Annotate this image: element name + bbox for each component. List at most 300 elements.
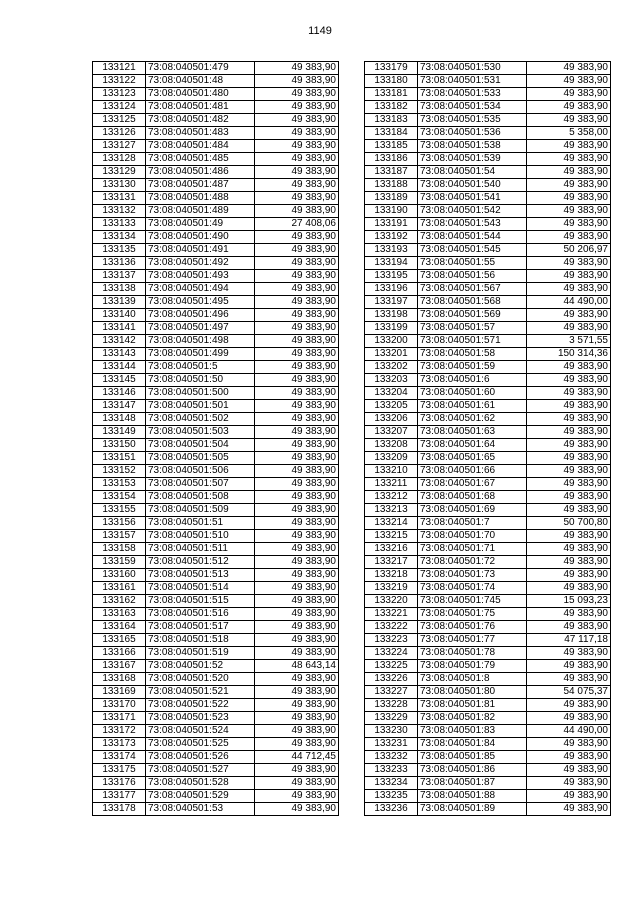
table-row <box>93 166 339 179</box>
cadastral-number: 73:08:040501:484 <box>146 140 255 153</box>
cadastral-number: 73:08:040501:515 <box>146 595 255 608</box>
row-number: 133140 <box>93 309 146 322</box>
cadastral-value: 49 383,90 <box>527 647 611 660</box>
cadastral-value: 47 117,18 <box>527 634 611 647</box>
cadastral-value: 49 383,90 <box>527 530 611 543</box>
cadastral-number: 73:08:040501:507 <box>146 478 255 491</box>
table-row <box>365 725 611 738</box>
table-row <box>93 374 339 387</box>
row-number: 133236 <box>365 803 418 816</box>
row-number: 133123 <box>93 88 146 101</box>
cadastral-value: 49 383,90 <box>255 205 339 218</box>
cadastral-number: 73:08:040501:8 <box>418 673 527 686</box>
table-row <box>93 699 339 712</box>
cadastral-value: 49 383,90 <box>527 270 611 283</box>
cadastral-number: 73:08:040501:503 <box>146 426 255 439</box>
table-row <box>93 153 339 166</box>
cadastral-number: 73:08:040501:544 <box>418 231 527 244</box>
cadastral-value: 49 383,90 <box>255 140 339 153</box>
table-row <box>365 439 611 452</box>
row-number: 133121 <box>93 62 146 75</box>
cadastral-value: 49 383,90 <box>527 582 611 595</box>
cadastral-number: 73:08:040501:76 <box>418 621 527 634</box>
table-row <box>365 803 611 816</box>
table-row <box>365 88 611 101</box>
table-row <box>365 101 611 114</box>
cadastral-value: 49 383,90 <box>527 738 611 751</box>
cadastral-value: 49 383,90 <box>255 127 339 140</box>
cadastral-value: 49 383,90 <box>255 478 339 491</box>
cadastral-value: 49 383,90 <box>255 296 339 309</box>
cadastral-number: 73:08:040501:483 <box>146 127 255 140</box>
cadastral-value: 49 383,90 <box>255 647 339 660</box>
cadastral-value: 49 383,90 <box>255 101 339 114</box>
table-row <box>365 660 611 673</box>
table-row <box>365 543 611 556</box>
cadastral-value: 49 383,90 <box>255 634 339 647</box>
cadastral-number: 73:08:040501:528 <box>146 777 255 790</box>
cadastral-value: 49 383,90 <box>255 257 339 270</box>
row-number: 133125 <box>93 114 146 127</box>
row-number: 133207 <box>365 426 418 439</box>
table-row <box>93 712 339 725</box>
cadastral-number: 73:08:040501:518 <box>146 634 255 647</box>
table-row <box>93 218 339 231</box>
table-row <box>365 790 611 803</box>
cadastral-value: 5 358,00 <box>527 127 611 140</box>
cadastral-number: 73:08:040501:6 <box>418 374 527 387</box>
row-number: 133173 <box>93 738 146 751</box>
table-row <box>93 647 339 660</box>
cadastral-number: 73:08:040501:72 <box>418 556 527 569</box>
row-number: 133128 <box>93 153 146 166</box>
cadastral-number: 73:08:040501:496 <box>146 309 255 322</box>
cadastral-value: 49 383,90 <box>255 114 339 127</box>
cadastral-number: 73:08:040501:61 <box>418 400 527 413</box>
cadastral-number: 73:08:040501:523 <box>146 712 255 725</box>
cadastral-number: 73:08:040501:481 <box>146 101 255 114</box>
table-row <box>365 153 611 166</box>
table-row <box>365 764 611 777</box>
cadastral-number: 73:08:040501:510 <box>146 530 255 543</box>
cadastral-value: 49 383,90 <box>527 803 611 816</box>
cadastral-number: 73:08:040501:501 <box>146 400 255 413</box>
cadastral-value: 49 383,90 <box>527 400 611 413</box>
cadastral-number: 73:08:040501:77 <box>418 634 527 647</box>
row-number: 133204 <box>365 387 418 400</box>
row-number: 133233 <box>365 764 418 777</box>
cadastral-value: 49 383,90 <box>527 88 611 101</box>
table-row <box>93 257 339 270</box>
cadastral-number: 73:08:040501:74 <box>418 582 527 595</box>
table-row <box>365 244 611 257</box>
cadastral-number: 73:08:040501:69 <box>418 504 527 517</box>
cadastral-number: 73:08:040501:571 <box>418 335 527 348</box>
table-row <box>365 75 611 88</box>
cadastral-number: 73:08:040501:498 <box>146 335 255 348</box>
cadastral-value: 49 383,90 <box>255 712 339 725</box>
cadastral-value: 49 383,90 <box>527 439 611 452</box>
table-row <box>365 504 611 517</box>
table-row <box>365 634 611 647</box>
table-row <box>93 101 339 114</box>
cadastral-value: 50 206,97 <box>527 244 611 257</box>
row-number: 133138 <box>93 283 146 296</box>
cadastral-number: 73:08:040501:520 <box>146 673 255 686</box>
table-row <box>93 387 339 400</box>
cadastral-value: 49 383,90 <box>255 309 339 322</box>
cadastral-value: 49 383,90 <box>527 309 611 322</box>
cadastral-number: 73:08:040501:499 <box>146 348 255 361</box>
row-number: 133124 <box>93 101 146 114</box>
cadastral-value: 49 383,90 <box>527 764 611 777</box>
table-row <box>365 517 611 530</box>
cadastral-value: 49 383,90 <box>255 504 339 517</box>
table-row <box>93 621 339 634</box>
row-number: 133129 <box>93 166 146 179</box>
row-number: 133150 <box>93 439 146 452</box>
row-number: 133208 <box>365 439 418 452</box>
row-number: 133155 <box>93 504 146 517</box>
row-number: 133191 <box>365 218 418 231</box>
row-number: 133172 <box>93 725 146 738</box>
cadastral-number: 73:08:040501:79 <box>418 660 527 673</box>
row-number: 133183 <box>365 114 418 127</box>
cadastral-value: 49 383,90 <box>255 192 339 205</box>
table-row <box>93 634 339 647</box>
row-number: 133144 <box>93 361 146 374</box>
cadastral-value: 49 383,90 <box>527 62 611 75</box>
cadastral-number: 73:08:040501:508 <box>146 491 255 504</box>
table-row <box>93 452 339 465</box>
cadastral-number: 73:08:040501:487 <box>146 179 255 192</box>
row-number: 133146 <box>93 387 146 400</box>
cadastral-value: 49 383,90 <box>527 205 611 218</box>
cadastral-number: 73:08:040501:494 <box>146 283 255 296</box>
row-number: 133235 <box>365 790 418 803</box>
cadastral-value: 49 383,90 <box>527 504 611 517</box>
table-row <box>365 335 611 348</box>
table-row <box>93 582 339 595</box>
row-number: 133163 <box>93 608 146 621</box>
row-number: 133216 <box>365 543 418 556</box>
table-row <box>93 270 339 283</box>
cadastral-value: 49 383,90 <box>527 426 611 439</box>
cadastral-number: 73:08:040501:48 <box>146 75 255 88</box>
table-row <box>93 595 339 608</box>
row-number: 133147 <box>93 400 146 413</box>
table-row <box>93 556 339 569</box>
cadastral-value: 49 383,90 <box>255 530 339 543</box>
table-row <box>365 452 611 465</box>
table-row <box>93 335 339 348</box>
cadastral-value: 49 383,90 <box>527 491 611 504</box>
table-row <box>93 491 339 504</box>
table-row <box>365 114 611 127</box>
row-number: 133137 <box>93 270 146 283</box>
cadastral-number: 73:08:040501:567 <box>418 283 527 296</box>
cadastral-number: 73:08:040501:543 <box>418 218 527 231</box>
row-number: 133232 <box>365 751 418 764</box>
cadastral-number: 73:08:040501:495 <box>146 296 255 309</box>
table-row <box>93 296 339 309</box>
cadastral-number: 73:08:040501:500 <box>146 387 255 400</box>
table-row <box>365 595 611 608</box>
table-row <box>365 491 611 504</box>
table-row <box>93 569 339 582</box>
cadastral-value: 49 383,90 <box>255 777 339 790</box>
table-row <box>93 738 339 751</box>
cadastral-value: 49 383,90 <box>255 738 339 751</box>
table-row <box>93 114 339 127</box>
row-number: 133223 <box>365 634 418 647</box>
cadastral-number: 73:08:040501:80 <box>418 686 527 699</box>
cadastral-value: 49 383,90 <box>527 543 611 556</box>
table-row <box>365 374 611 387</box>
cadastral-value: 49 383,90 <box>527 712 611 725</box>
table-row <box>365 582 611 595</box>
cadastral-value: 49 383,90 <box>255 621 339 634</box>
table-row <box>93 231 339 244</box>
cadastral-number: 73:08:040501:57 <box>418 322 527 335</box>
row-number: 133135 <box>93 244 146 257</box>
table-row <box>93 803 339 816</box>
cadastral-value: 49 383,90 <box>527 361 611 374</box>
row-number: 133162 <box>93 595 146 608</box>
cadastral-number: 73:08:040501:54 <box>418 166 527 179</box>
row-number: 133158 <box>93 543 146 556</box>
row-number: 133203 <box>365 374 418 387</box>
table-row <box>365 179 611 192</box>
row-number: 133159 <box>93 556 146 569</box>
row-number: 133219 <box>365 582 418 595</box>
cadastral-table-left <box>92 61 339 816</box>
cadastral-number: 73:08:040501:539 <box>418 153 527 166</box>
row-number: 133174 <box>93 751 146 764</box>
cadastral-value: 49 383,90 <box>527 790 611 803</box>
cadastral-number: 73:08:040501:542 <box>418 205 527 218</box>
row-number: 133122 <box>93 75 146 88</box>
cadastral-number: 73:08:040501:488 <box>146 192 255 205</box>
row-number: 133196 <box>365 283 418 296</box>
row-number: 133179 <box>365 62 418 75</box>
table-row <box>365 621 611 634</box>
cadastral-number: 73:08:040501:519 <box>146 647 255 660</box>
row-number: 133186 <box>365 153 418 166</box>
cadastral-value: 49 383,90 <box>527 478 611 491</box>
row-number: 133195 <box>365 270 418 283</box>
row-number: 133229 <box>365 712 418 725</box>
row-number: 133166 <box>93 647 146 660</box>
table-row <box>365 699 611 712</box>
table-row <box>365 270 611 283</box>
cadastral-value: 49 383,90 <box>527 166 611 179</box>
table-row <box>365 127 611 140</box>
cadastral-value: 49 383,90 <box>527 413 611 426</box>
cadastral-number: 73:08:040501:486 <box>146 166 255 179</box>
table-row <box>365 608 611 621</box>
cadastral-number: 73:08:040501:85 <box>418 751 527 764</box>
cadastral-value: 49 383,90 <box>527 751 611 764</box>
cadastral-value: 49 383,90 <box>527 621 611 634</box>
cadastral-value: 44 490,00 <box>527 725 611 738</box>
cadastral-number: 73:08:040501:521 <box>146 686 255 699</box>
row-number: 133226 <box>365 673 418 686</box>
row-number: 133225 <box>365 660 418 673</box>
table-row <box>365 283 611 296</box>
cadastral-value: 49 383,90 <box>527 179 611 192</box>
table-row <box>93 322 339 335</box>
row-number: 133176 <box>93 777 146 790</box>
row-number: 133184 <box>365 127 418 140</box>
table-row <box>93 543 339 556</box>
cadastral-value: 49 383,90 <box>255 335 339 348</box>
table-row <box>365 348 611 361</box>
row-number: 133228 <box>365 699 418 712</box>
cadastral-value: 49 383,90 <box>527 75 611 88</box>
cadastral-number: 73:08:040501:88 <box>418 790 527 803</box>
row-number: 133213 <box>365 504 418 517</box>
cadastral-number: 73:08:040501:506 <box>146 465 255 478</box>
cadastral-number: 73:08:040501:89 <box>418 803 527 816</box>
row-number: 133154 <box>93 491 146 504</box>
cadastral-value: 49 383,90 <box>255 283 339 296</box>
row-number: 133170 <box>93 699 146 712</box>
table-row <box>93 660 339 673</box>
cadastral-value: 49 383,90 <box>527 192 611 205</box>
table-row <box>93 517 339 530</box>
cadastral-value: 49 383,90 <box>255 348 339 361</box>
cadastral-number: 73:08:040501:524 <box>146 725 255 738</box>
row-number: 133194 <box>365 257 418 270</box>
row-number: 133189 <box>365 192 418 205</box>
row-number: 133132 <box>93 205 146 218</box>
cadastral-number: 73:08:040501:70 <box>418 530 527 543</box>
table-row <box>93 751 339 764</box>
cadastral-number: 73:08:040501:64 <box>418 439 527 452</box>
cadastral-value: 150 314,36 <box>527 348 611 361</box>
cadastral-value: 49 383,90 <box>255 244 339 257</box>
table-row <box>365 166 611 179</box>
cadastral-value: 49 383,90 <box>527 231 611 244</box>
cadastral-number: 73:08:040501:513 <box>146 569 255 582</box>
cadastral-value: 49 383,90 <box>255 231 339 244</box>
cadastral-value: 49 383,90 <box>255 543 339 556</box>
table-row <box>365 530 611 543</box>
table-row <box>365 777 611 790</box>
cadastral-number: 73:08:040501:59 <box>418 361 527 374</box>
cadastral-value: 27 408,06 <box>255 218 339 231</box>
table-row <box>365 413 611 426</box>
row-number: 133222 <box>365 621 418 634</box>
cadastral-value: 49 383,90 <box>255 491 339 504</box>
cadastral-number: 73:08:040501:49 <box>146 218 255 231</box>
cadastral-number: 73:08:040501:479 <box>146 62 255 75</box>
row-number: 133136 <box>93 257 146 270</box>
row-number: 133209 <box>365 452 418 465</box>
table-row <box>93 62 339 75</box>
cadastral-value: 49 383,90 <box>255 179 339 192</box>
cadastral-number: 73:08:040501:86 <box>418 764 527 777</box>
row-number: 133206 <box>365 413 418 426</box>
cadastral-number: 73:08:040501:55 <box>418 257 527 270</box>
table-row <box>93 725 339 738</box>
cadastral-value: 49 383,90 <box>255 803 339 816</box>
table-row <box>93 348 339 361</box>
table-row <box>93 465 339 478</box>
cadastral-value: 49 383,90 <box>255 387 339 400</box>
table-row <box>365 569 611 582</box>
cadastral-number: 73:08:040501:82 <box>418 712 527 725</box>
table-row <box>93 673 339 686</box>
cadastral-number: 73:08:040501:489 <box>146 205 255 218</box>
cadastral-number: 73:08:040501:87 <box>418 777 527 790</box>
cadastral-number: 73:08:040501:522 <box>146 699 255 712</box>
row-number: 133171 <box>93 712 146 725</box>
table-body-left <box>93 62 339 816</box>
table-row <box>93 439 339 452</box>
row-number: 133177 <box>93 790 146 803</box>
cadastral-number: 73:08:040501:545 <box>418 244 527 257</box>
cadastral-number: 73:08:040501:485 <box>146 153 255 166</box>
row-number: 133160 <box>93 569 146 582</box>
cadastral-number: 73:08:040501:78 <box>418 647 527 660</box>
cadastral-number: 73:08:040501:60 <box>418 387 527 400</box>
table-row <box>365 400 611 413</box>
cadastral-value: 49 383,90 <box>527 218 611 231</box>
table-row <box>93 686 339 699</box>
row-number: 133156 <box>93 517 146 530</box>
cadastral-number: 73:08:040501:497 <box>146 322 255 335</box>
row-number: 133198 <box>365 309 418 322</box>
cadastral-number: 73:08:040501:516 <box>146 608 255 621</box>
cadastral-value: 49 383,90 <box>255 361 339 374</box>
row-number: 133175 <box>93 764 146 777</box>
cadastral-number: 73:08:040501:67 <box>418 478 527 491</box>
cadastral-value: 49 383,90 <box>255 322 339 335</box>
cadastral-value: 49 383,90 <box>255 62 339 75</box>
table-row <box>365 426 611 439</box>
cadastral-number: 73:08:040501:52 <box>146 660 255 673</box>
table-row <box>365 322 611 335</box>
cadastral-number: 73:08:040501:533 <box>418 88 527 101</box>
cadastral-value: 49 383,90 <box>527 114 611 127</box>
row-number: 133218 <box>365 569 418 582</box>
table-row <box>365 673 611 686</box>
table-row <box>365 751 611 764</box>
cadastral-value: 49 383,90 <box>255 569 339 582</box>
cadastral-number: 73:08:040501:531 <box>418 75 527 88</box>
cadastral-value: 49 383,90 <box>255 439 339 452</box>
table-row <box>93 777 339 790</box>
table-row <box>93 478 339 491</box>
cadastral-value: 49 383,90 <box>255 699 339 712</box>
cadastral-value: 49 383,90 <box>527 140 611 153</box>
cadastral-number: 73:08:040501:505 <box>146 452 255 465</box>
table-row <box>93 608 339 621</box>
row-number: 133193 <box>365 244 418 257</box>
cadastral-number: 73:08:040501:53 <box>146 803 255 816</box>
table-row <box>365 686 611 699</box>
cadastral-value: 49 383,90 <box>255 582 339 595</box>
cadastral-number: 73:08:040501:541 <box>418 192 527 205</box>
table-row <box>93 400 339 413</box>
table-row <box>365 192 611 205</box>
row-number: 133234 <box>365 777 418 790</box>
row-number: 133167 <box>93 660 146 673</box>
table-row <box>365 205 611 218</box>
row-number: 133217 <box>365 556 418 569</box>
